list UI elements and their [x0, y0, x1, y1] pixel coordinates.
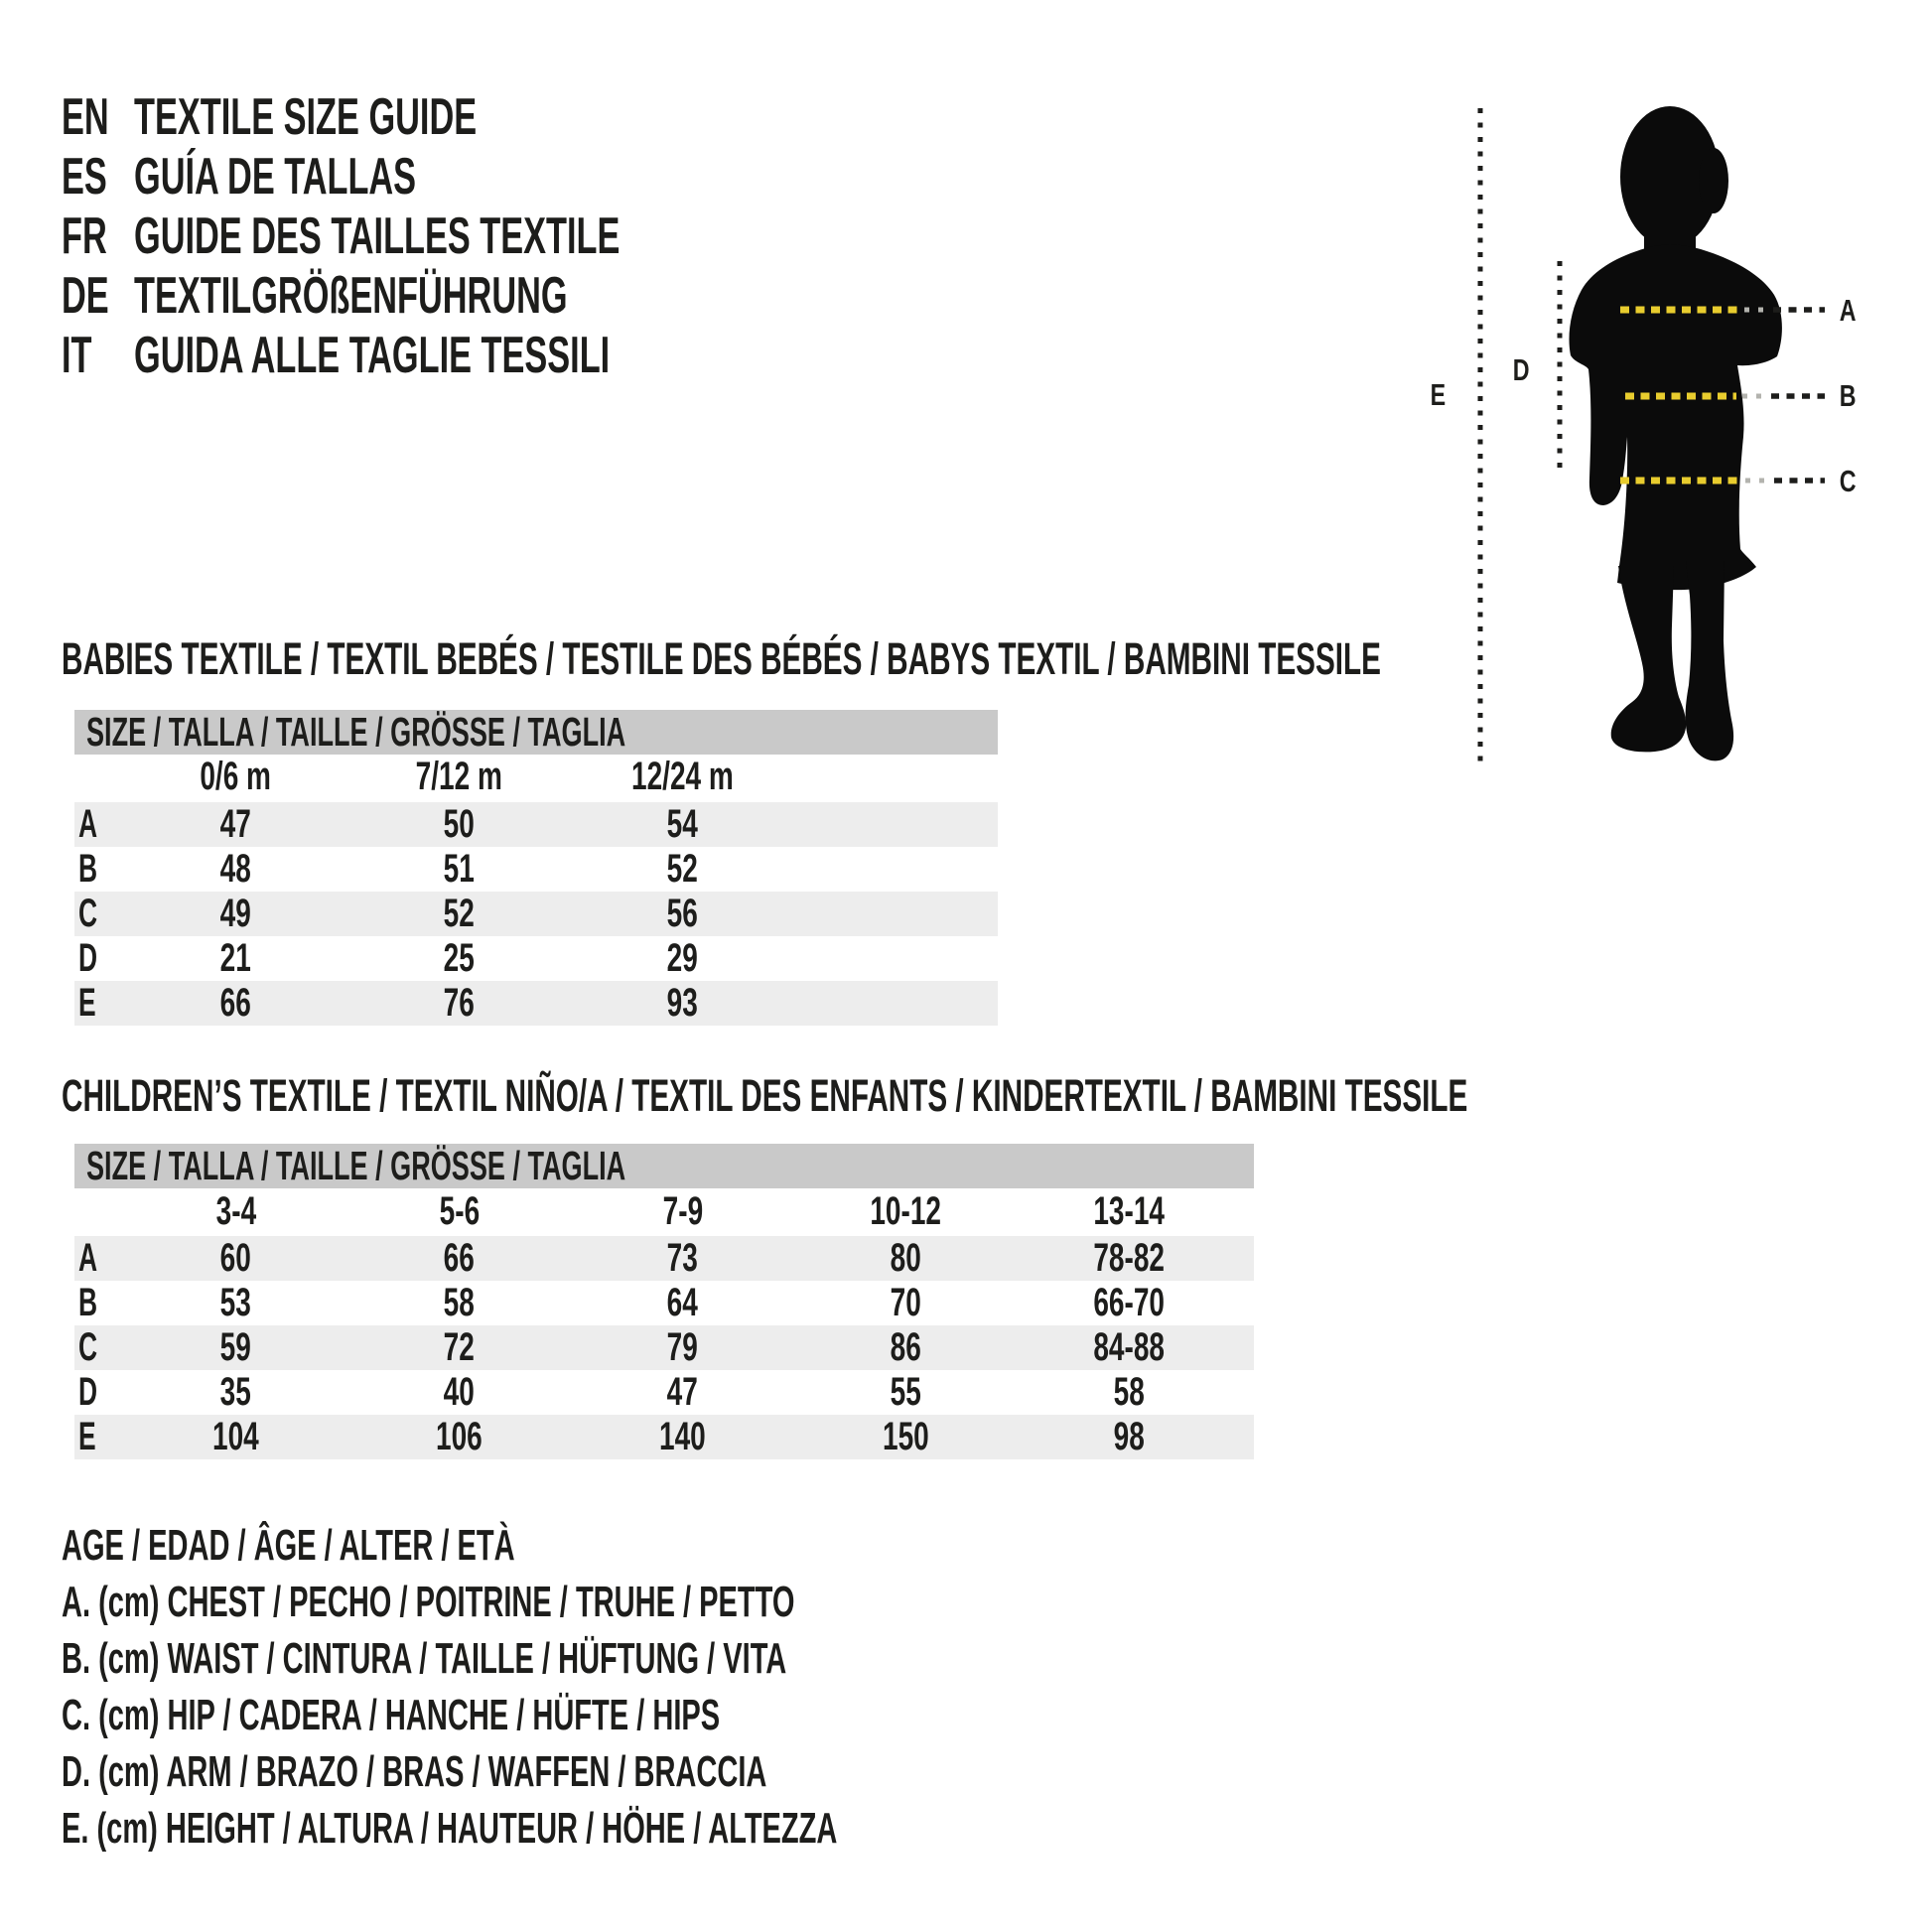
table-cell: 59 [219, 1325, 252, 1369]
table-cell: 106 [436, 1415, 483, 1458]
children-section-title: CHILDREN’S TEXTILE / TEXTIL NIÑO/A / TEXTIL DES ENFANTS / KINDERTEXTIL / BAMBINI TESSILE [62, 1070, 1468, 1121]
measure-label-c: C [1839, 464, 1857, 498]
column-header: 12/24 m [631, 755, 734, 798]
lang-title: TEXTILE SIZE GUIDE [134, 88, 478, 146]
table-cell: 56 [666, 892, 699, 935]
table-cell: 66-70 [1093, 1281, 1166, 1324]
lang-code: FR [62, 207, 107, 265]
column-header: 0/6 m [200, 755, 272, 798]
column-header: 10-12 [870, 1189, 942, 1233]
table-cell: 150 [883, 1415, 929, 1458]
measure-label-e: E [1430, 377, 1447, 412]
table-cell: 40 [443, 1370, 476, 1414]
measure-label-a: A [1839, 293, 1857, 328]
table-row [74, 1325, 1254, 1370]
table-cell: 93 [666, 981, 699, 1025]
table-cell: 51 [443, 847, 476, 891]
row-label: E [78, 1415, 96, 1458]
legend-item-arm: D. (cm) ARM / BRAZO / BRAS / WAFFEN / BRACCIA [62, 1747, 767, 1796]
legend-item-hip: C. (cm) HIP / CADERA / HANCHE / HÜFTE / HIPS [62, 1691, 721, 1739]
table-cell: 70 [890, 1281, 922, 1324]
table-cell: 104 [212, 1415, 259, 1458]
table-cell: 79 [666, 1325, 699, 1369]
table-cell: 98 [1113, 1415, 1146, 1458]
legend-item-waist: B. (cm) WAIST / CINTURA / TAILLE / HÜFTUNG / VITA [62, 1634, 787, 1683]
lang-title: GUIDE DES TAILLES TEXTILE [134, 207, 621, 265]
column-header: 13-14 [1093, 1189, 1166, 1233]
table-cell: 78-82 [1093, 1236, 1166, 1280]
table-cell: 55 [890, 1370, 922, 1414]
legend-age: AGE / EDAD / ÂGE / ALTER / ETÀ [62, 1521, 515, 1570]
table-cell: 58 [1113, 1370, 1146, 1414]
children-size-header-bar: SIZE / TALLA / TAILLE / GRÖSSE / TAGLIA [74, 1144, 1254, 1188]
table-row [74, 847, 998, 892]
measure-label-b: B [1839, 378, 1857, 413]
child-measurement-diagram [1370, 60, 1932, 794]
column-header: 7/12 m [415, 755, 503, 798]
legend-item-chest: A. (cm) CHEST / PECHO / POITRINE / TRUHE / PETTO [62, 1578, 795, 1626]
table-cell: 50 [443, 802, 476, 846]
table-cell: 66 [443, 1236, 476, 1280]
table-cell: 25 [443, 936, 476, 980]
table-cell: 84-88 [1093, 1325, 1166, 1369]
lang-title: GUÍA DE TALLAS [134, 148, 417, 206]
legend-item-height: E. (cm) HEIGHT / ALTURA / HAUTEUR / HÖHE / ALTEZZA [62, 1804, 838, 1853]
table-cell: 60 [219, 1236, 252, 1280]
table-cell: 35 [219, 1370, 252, 1414]
column-header: 5-6 [439, 1189, 480, 1233]
row-label: D [78, 936, 98, 980]
lang-code: DE [62, 267, 109, 325]
table-row [74, 802, 998, 847]
lang-code: EN [62, 88, 109, 146]
children-column-header-row [74, 1189, 1254, 1234]
table-row [74, 936, 998, 981]
lang-title: TEXTILGRÖßENFÜHRUNG [134, 267, 568, 325]
lang-code: IT [62, 327, 92, 384]
table-cell: 86 [890, 1325, 922, 1369]
row-label: B [78, 847, 98, 891]
table-cell: 64 [666, 1281, 699, 1324]
row-label: E [78, 981, 96, 1025]
babies-section-title: BABIES TEXTILE / TEXTIL BEBÉS / TESTILE DES BÉBÉS / BABYS TEXTIL / BAMBINI TESSILE [62, 633, 1381, 684]
table-row [74, 1370, 1254, 1415]
row-label: D [78, 1370, 98, 1414]
table-cell: 73 [666, 1236, 699, 1280]
table-cell: 54 [666, 802, 699, 846]
table-cell: 21 [219, 936, 252, 980]
babies-column-header-row [74, 755, 998, 799]
row-label: C [78, 892, 98, 935]
column-header: 3-4 [215, 1189, 256, 1233]
table-cell: 29 [666, 936, 699, 980]
table-cell: 140 [659, 1415, 706, 1458]
babies-size-header-bar: SIZE / TALLA / TAILLE / GRÖSSE / TAGLIA [74, 710, 998, 755]
table-row [74, 1415, 1254, 1459]
table-cell: 76 [443, 981, 476, 1025]
row-label: C [78, 1325, 98, 1369]
column-header: 7-9 [662, 1189, 703, 1233]
measure-label-d: D [1512, 352, 1530, 387]
lang-code: ES [62, 148, 107, 206]
row-label: A [78, 1236, 98, 1280]
silhouette-torso [1569, 245, 1781, 591]
table-cell: 48 [219, 847, 252, 891]
table-cell: 47 [219, 802, 252, 846]
table-cell: 53 [219, 1281, 252, 1324]
lang-title: GUIDA ALLE TAGLIE TESSILI [134, 327, 611, 384]
table-row [74, 981, 998, 1026]
table-row [74, 1281, 1254, 1325]
row-label: A [78, 802, 98, 846]
table-cell: 80 [890, 1236, 922, 1280]
table-row [74, 1236, 1254, 1281]
table-cell: 47 [666, 1370, 699, 1414]
table-cell: 49 [219, 892, 252, 935]
silhouette-hair [1699, 148, 1728, 213]
table-cell: 52 [443, 892, 476, 935]
row-label: B [78, 1281, 98, 1324]
table-cell: 72 [443, 1325, 476, 1369]
table-cell: 66 [219, 981, 252, 1025]
table-cell: 52 [666, 847, 699, 891]
table-cell: 58 [443, 1281, 476, 1324]
table-row [74, 892, 998, 936]
